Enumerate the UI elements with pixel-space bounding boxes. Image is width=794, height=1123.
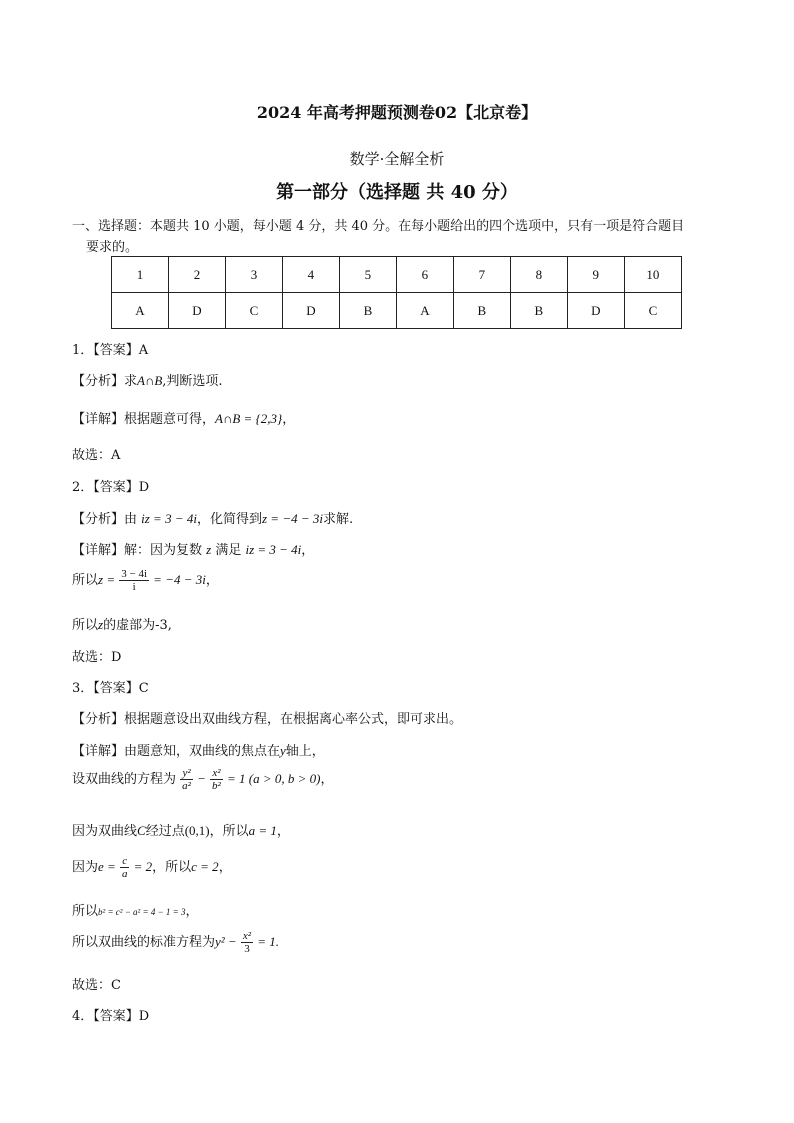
table-cell: A	[112, 293, 169, 329]
answer-table	[111, 256, 682, 329]
document-subtitle: 数学·全解全析	[349, 150, 445, 168]
text: ,判断选项.	[162, 374, 223, 389]
section-intro-cont: 要求的。	[86, 240, 139, 255]
answer-table-answers	[112, 293, 682, 329]
q3-choose: 故选：C	[72, 978, 121, 993]
q1-detail	[72, 408, 295, 427]
text: 【详解】由题意知，双曲线的焦点在	[72, 744, 281, 759]
math: = 1.	[257, 934, 279, 949]
text: 设双曲线的方程为	[72, 772, 177, 787]
text: ，	[218, 860, 232, 875]
table-cell: B	[510, 293, 567, 329]
text: 所以双曲线的标准方程为	[72, 935, 216, 950]
denominator: b²	[212, 780, 221, 792]
q2-answer: 2．【答案】D	[72, 480, 150, 495]
text: 求解.	[322, 512, 354, 527]
numerator: 3 − 4i	[121, 568, 148, 580]
q3-b-squared	[72, 900, 199, 919]
q1-analysis	[72, 370, 223, 389]
table-cell: 6	[396, 257, 453, 293]
q3-analysis: 【分析】根据题意设出双曲线方程，在根据离心率公式，即可求出。	[72, 712, 463, 727]
text: 轴上，	[285, 744, 325, 759]
numerator: x²	[242, 930, 252, 942]
math: e =	[98, 859, 116, 874]
q2-choose: 故选：D	[72, 650, 122, 665]
math: y² −	[215, 934, 237, 949]
q2-so1	[72, 568, 219, 593]
q4-answer: 4．【答案】D	[72, 1009, 150, 1024]
math: A∩B = {2,3}	[215, 411, 283, 426]
denominator: i	[132, 581, 136, 593]
math: = 1 (a > 0, b > 0)	[226, 771, 321, 786]
part-title: 第一部分（选择题 共 40 分）	[276, 182, 518, 203]
q3-answer: 3．【答案】C	[72, 681, 149, 696]
denominator: a²	[182, 780, 191, 792]
text: 【详解】根据题意可得，	[72, 412, 216, 427]
q2-detail	[72, 539, 314, 558]
q1-answer: 1．【答案】A	[72, 343, 149, 358]
text: ，	[276, 824, 290, 839]
fraction	[180, 767, 193, 792]
text: 【分析】由	[72, 512, 142, 527]
text: 因为双曲线	[72, 824, 138, 839]
fraction	[210, 767, 223, 792]
text: ，所以	[152, 860, 192, 875]
q1-choose: 故选：A	[72, 448, 121, 463]
q3-point	[72, 820, 290, 839]
numerator: c	[120, 855, 130, 868]
text: ，	[185, 904, 199, 919]
math: = 2	[133, 859, 153, 874]
math: b² = c² − a² = 4 − 1 = 3	[98, 907, 186, 917]
text: ，化简得到	[196, 512, 262, 527]
math: z =	[98, 572, 116, 587]
math: C	[137, 823, 146, 838]
text: 【详解】解：因为复数	[72, 543, 207, 558]
math: = −4 − 3i	[153, 572, 206, 587]
math: z	[98, 617, 104, 632]
text: 所以	[72, 904, 99, 919]
math: −	[197, 771, 206, 786]
fraction	[119, 568, 149, 593]
answer-table-numbers	[112, 257, 682, 293]
table-cell: 3	[225, 257, 282, 293]
math: z	[206, 542, 212, 557]
fraction	[241, 930, 253, 955]
table-cell: D	[567, 293, 624, 329]
table-cell: 5	[339, 257, 396, 293]
table-cell: B	[339, 293, 396, 329]
q2-so2	[72, 614, 172, 633]
text: 【分析】求	[72, 374, 138, 389]
numerator: y²	[180, 767, 193, 780]
text: ，	[282, 412, 296, 427]
section-intro: 一、选择题：本题共 10 小题，每小题 4 分，共 40 分。在每小题给出的四个选项中，只有一项是符合题目	[72, 219, 685, 234]
fraction	[120, 855, 130, 880]
math: iz = 3 − 4i	[141, 511, 197, 526]
table-cell: C	[624, 293, 681, 329]
text: ，	[205, 573, 219, 588]
denominator: a	[121, 868, 128, 880]
table-cell: 10	[624, 257, 681, 293]
text: ，所以	[209, 824, 249, 839]
q3-detail	[72, 740, 325, 759]
math: (0,1)	[184, 823, 210, 838]
text: 经过点	[145, 824, 185, 839]
math: y	[280, 743, 286, 758]
math: c = 2	[191, 859, 219, 874]
text: 所以	[72, 618, 99, 633]
math: z = −4 − 3i	[261, 511, 323, 526]
table-cell: D	[168, 293, 225, 329]
table-cell: 1	[112, 257, 169, 293]
q3-equation	[72, 767, 333, 792]
table-cell: C	[225, 293, 282, 329]
denominator: 3	[244, 943, 250, 955]
table-cell: A	[396, 293, 453, 329]
table-cell: D	[282, 293, 339, 329]
table-cell: 9	[567, 257, 624, 293]
text: 因为	[72, 860, 99, 875]
text: 的虚部为-3,	[103, 618, 172, 633]
table-cell: 4	[282, 257, 339, 293]
math: iz = 3 − 4i	[245, 542, 302, 557]
text: ，	[301, 543, 315, 558]
document-title: 2024 年高考押题预测卷02【北京卷】	[256, 103, 538, 122]
table-cell: B	[453, 293, 510, 329]
q3-standard-equation	[72, 930, 279, 955]
math: A∩B	[137, 373, 163, 388]
text: ，	[320, 772, 334, 787]
table-cell: 8	[510, 257, 567, 293]
table-cell: 2	[168, 257, 225, 293]
math: a = 1	[248, 823, 277, 838]
q3-eccentricity	[72, 855, 232, 880]
text: 所以	[72, 573, 99, 588]
numerator: x²	[210, 767, 223, 780]
q2-analysis	[72, 508, 353, 527]
table-cell: 7	[453, 257, 510, 293]
text: 满足	[211, 543, 246, 558]
